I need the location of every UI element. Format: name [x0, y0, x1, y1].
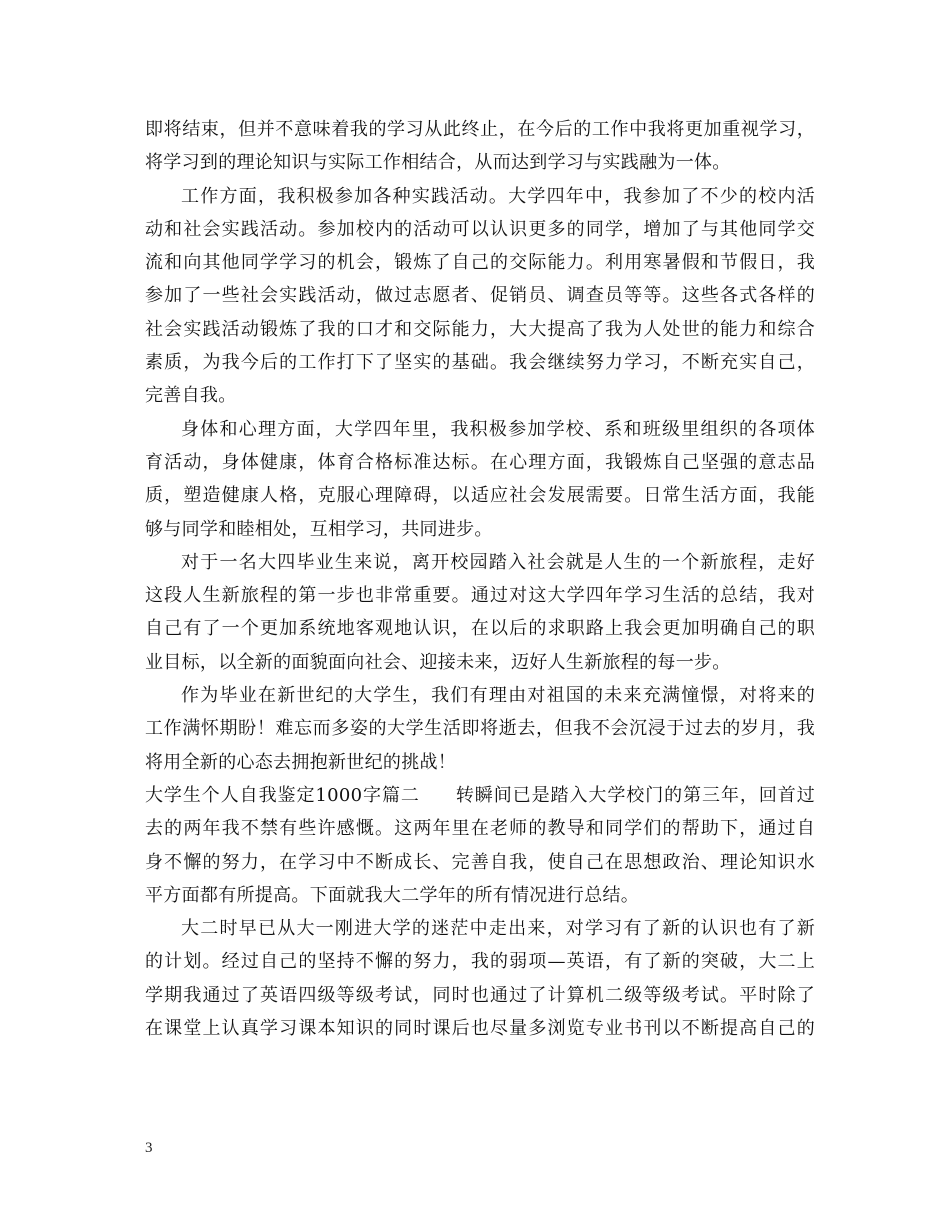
text-line: 转瞬间已是踏入大学校门的第三年，回首过	[455, 784, 816, 806]
text-line: 自己有了一个更加系统地客观地认识，在以后的求职路上我会更加明确自己的职	[145, 618, 815, 640]
text-line: 工作方面，我积极参加各种实践活动。大学四年中，我参加了不少的校内活	[181, 185, 815, 207]
text-line: 作为毕业在新世纪的大学生，我们有理由对祖国的未来充满憧憬，对将来的	[181, 685, 815, 707]
paragraph-1-continued	[145, 113, 815, 180]
text-line: 质，塑造健康人格，克服心理障碍，以适应社会发展需要。日常生活方面，我能	[145, 485, 815, 507]
text-line: 流和向其他同学学习的机会，锻炼了自己的交际能力。利用寒暑假和节假日，我	[145, 252, 815, 274]
paragraph-work	[145, 180, 815, 413]
paragraph-section-two	[145, 779, 815, 912]
paragraph-sophomore	[145, 912, 815, 1045]
text-line: 工作满怀期盼！难忘而多姿的大学生活即将逝去，但我不会沉浸于过去的岁月，我	[145, 718, 815, 740]
document-body	[145, 113, 815, 1045]
text-line: 育活动，身体健康，体育合格标准达标。在心理方面，我锻炼自己坚强的意志品	[145, 451, 815, 473]
text-line: 动和社会实践活动。参加校内的活动可以认识更多的同学，增加了与其他同学交	[145, 218, 815, 240]
text-line: 平方面都有所提高。下面就我大二学年的所有情况进行总结。	[145, 884, 640, 906]
text-line: 业目标，以全新的面貌面向社会、迎接未来，迈好人生新旅程的每一步。	[145, 651, 731, 673]
paragraph-graduate	[145, 546, 815, 679]
text-line: 在课堂上认真学习课本知识的同时课后也尽量多浏览专业书刊以不断提高自己的	[145, 1018, 815, 1040]
text-line: 的计划。经过自己的坚持不懈的努力，我的弱项—英语，有了新的突破，大二上	[145, 951, 815, 973]
text-line: 身不懈的努力，在学习中不断成长、完善自我，使自己在思想政治、理论知识水	[145, 851, 815, 873]
section-heading: 大学生个人自我鉴定1000字篇二	[145, 784, 420, 806]
text-line: 将学习到的理论知识与实际工作相结合，从而达到学习与实践融为一体。	[145, 152, 731, 174]
page-number: 3	[145, 1140, 153, 1156]
text-line: 对于一名大四毕业生来说，离开校园踏入社会就是人生的一个新旅程，走好	[181, 551, 815, 573]
text-line: 参加了一些社会实践活动，做过志愿者、促销员、调查员等等。这些各式各样的	[145, 285, 815, 307]
text-line: 素质，为我今后的工作打下了坚实的基础。我会继续努力学习，不断充实自己，	[145, 352, 815, 374]
paragraph-new-century	[145, 679, 815, 779]
text-line: 身体和心理方面，大学四年里，我积极参加学校、系和班级里组织的各项体	[181, 418, 815, 440]
text-line: 大二时早已从大一刚进大学的迷茫中走出来，对学习有了新的认识也有了新	[181, 918, 815, 940]
paragraph-health	[145, 413, 815, 546]
text-line: 够与同学和睦相处，互相学习，共同进步。	[145, 518, 493, 540]
text-line: 社会实践活动锻炼了我的口才和交际能力，大大提高了我为人处世的能力和综合	[145, 318, 815, 340]
text-line: 这段人生新旅程的第一步也非常重要。通过对这大学四年学习生活的总结，我对	[145, 585, 815, 607]
text-line: 学期我通过了英语四级等级考试，同时也通过了计算机二级等级考试。平时除了	[145, 984, 815, 1006]
text-line: 完善自我。	[145, 385, 237, 407]
section-heading-line	[145, 779, 815, 812]
text-line: 去的两年我不禁有些许感慨。这两年里在老师的教导和同学们的帮助下，通过自	[145, 818, 815, 840]
text-line: 将用全新的心态去拥抱新世纪的挑战！	[145, 751, 457, 773]
text-line: 即将结束，但并不意味着我的学习从此终止，在今后的工作中我将更加重视学习，	[145, 119, 815, 140]
